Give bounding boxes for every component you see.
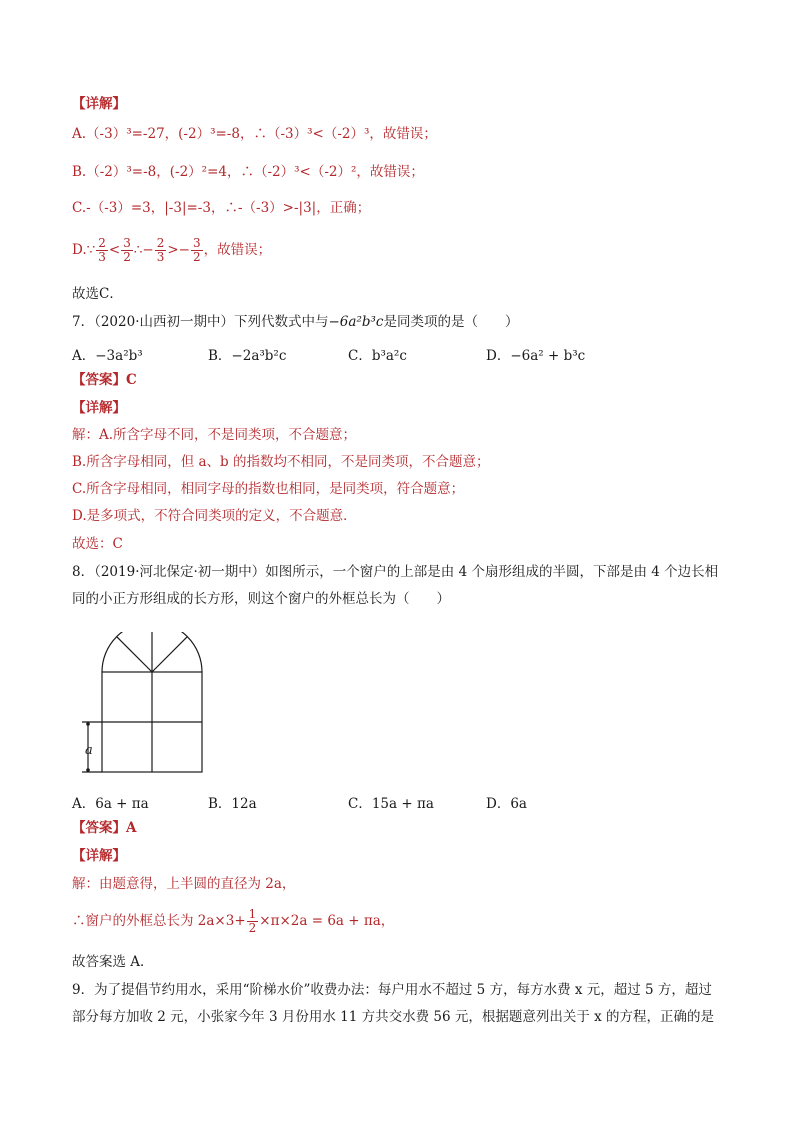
q8-detail-2 (72, 906, 394, 936)
q9-stem-1: 9．为了提倡节约用水，采用“阶梯水价”收费办法：每户用水不超过 5 方，每方水费 x 元，超过 5 方，超过 (72, 982, 712, 998)
dimension-label: a (85, 743, 93, 758)
q7-answer: 【答案】C (72, 372, 137, 388)
q7-detail-3: C.所含字母相同，相同字母的指数也相同，是同类项，符合题意； (72, 481, 465, 497)
q7-detail-1: 解：A.所含字母不同，不是同类项，不合题意； (72, 427, 357, 443)
q6-d-frac4: $\frac{3}{2}$ (193, 236, 201, 264)
q7-option-b: B．−2a³b²c (208, 348, 287, 364)
q7-detail-4: D.是多项式，不符合同类项的定义，不合题意． (72, 508, 357, 524)
q6-d-gt: >− (167, 242, 190, 258)
q9-stem-2: 部分每方加收 2 元，小张家今年 3 月份用水 11 方共交水费 56 元，根据题意列出关于 x 的方程，正确的是 (72, 1009, 715, 1025)
q7-stem-prefix: 7．（2020·山西初一期中）下列代数式中与 (72, 314, 329, 330)
q7-option-a: A．−3a²b³ (72, 348, 143, 364)
window-spoke-right (152, 637, 187, 672)
q6-detail-heading: 【详解】 (72, 96, 126, 112)
q8-d2-suffix: ×π×2a = 6a + πa， (259, 913, 395, 929)
q8-answer: 【答案】A (72, 820, 137, 836)
q6-d-frac1: $\frac{2}{3}$ (98, 236, 106, 264)
q7-option-d: D．−6a² + b³c (486, 348, 586, 364)
q8-option-a: A．6a + πa (72, 796, 149, 812)
q8-d2-prefix: ∴窗户的外框总长为 2a×3+ (72, 913, 246, 929)
q6-conclusion: 故选C． (72, 286, 123, 302)
q7-detail-heading: 【详解】 (72, 400, 126, 416)
window-figure (78, 632, 208, 778)
q6-d-suffix: ，故错误； (203, 242, 272, 258)
q6-d-therefore: ∴− (133, 242, 154, 258)
q8-stem-1: 8．（2019·河北保定·初一期中）如图所示，一个窗户的上部是由 4 个扇形组成的半圆，下部是由 4 个边长相 (72, 564, 719, 580)
q6-d-prefix: D.∵ (72, 242, 96, 258)
q8-d2-frac: $\frac{1}{2}$ (248, 907, 257, 935)
q6-detail-c: C.-（-3）=3，|-3|=-3，∴-（-3）>-|3|，正确； (72, 200, 371, 216)
q8-detail-1: 解：由题意得，上半圆的直径为 2a， (72, 876, 296, 892)
q8-conclusion: 故答案选 A． (72, 954, 154, 970)
window-spoke-left (117, 637, 152, 672)
q7-stem (72, 312, 518, 332)
q8-option-d: D．6a (486, 796, 527, 812)
dimension-dot-bottom (86, 768, 90, 772)
q6-d-frac2: $\frac{3}{2}$ (123, 236, 131, 264)
q8-option-b: B．12a (208, 796, 257, 812)
q7-conclusion: 故选：C (72, 536, 123, 552)
q7-detail-2: B.所含字母相同，但 a、b 的指数均不相同，不是同类项，不合题意； (72, 454, 490, 470)
q7-stem-suffix: 是同类项的是（ ） (383, 314, 519, 330)
q6-d-lt: < (108, 242, 121, 258)
q6-detail-a: A.（-3）³=-27，(-2）³=-8，∴（-3）³<（-2）³，故错误； (72, 126, 437, 142)
q8-option-c: C．15a + πa (348, 796, 434, 812)
q8-stem-2: 同的小正方形组成的长方形，则这个窗户的外框总长为（ ） (72, 591, 450, 607)
q6-d-frac3: $\frac{2}{3}$ (156, 236, 165, 264)
q6-detail-b: B.（-2）³=-8，(-2）²=4，∴（-2）³<（-2）²，故错误； (72, 164, 424, 180)
dimension-dot-top (86, 722, 90, 726)
q7-stem-expr: −6a²b³c (328, 314, 384, 330)
q6-detail-d (72, 236, 271, 264)
q8-detail-heading: 【详解】 (72, 848, 126, 864)
q7-option-c: C．b³a²c (348, 348, 407, 364)
